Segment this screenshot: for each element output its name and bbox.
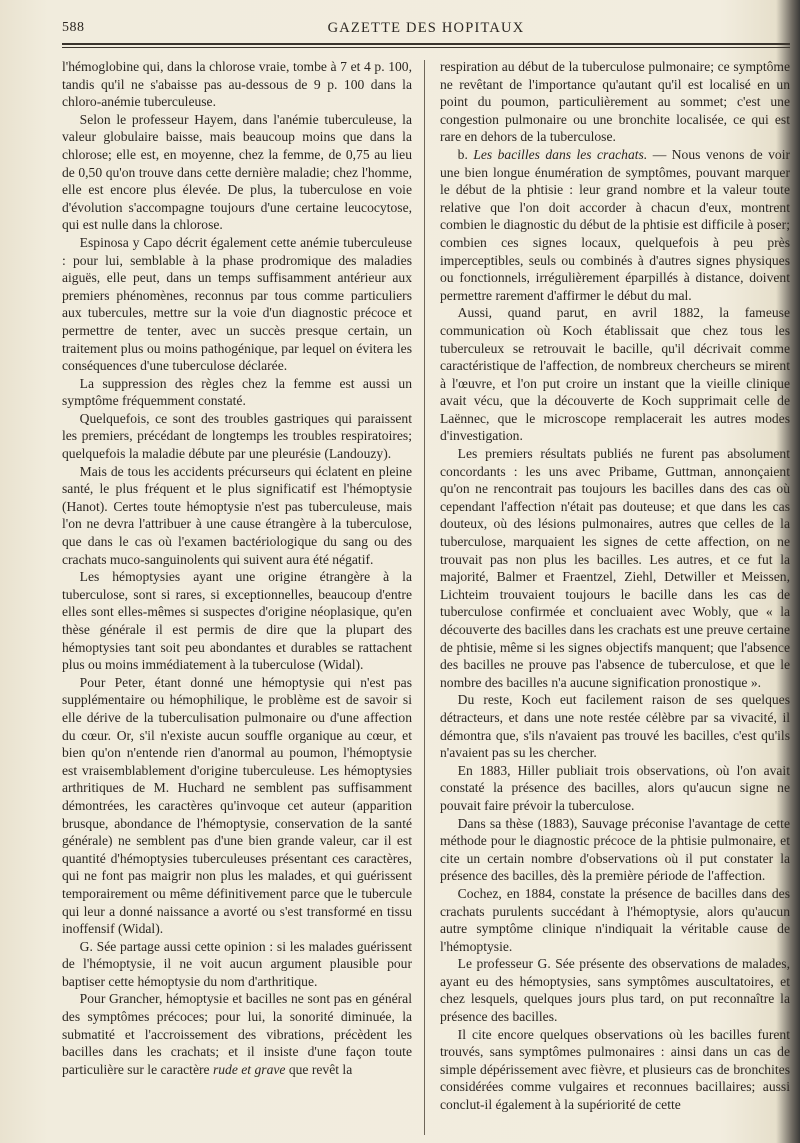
paragraph: Les premiers résultats publiés ne furent pas absolument concordants : les uns avec Pribame, Guttman, annonçaient qu'on ne rencontrait pas toujours les bacilles dans des cas où cependant l'affection n'était pas douteuse; et que dans les cas douteux, où des lésions pulmonaires, autres que celles de la tuberculose, marquaient les signes de cette affection, on ne trouvait pas non plus les bacilles. Les autres, et ce fut la majorité, Balmer et Fraentzel, Ziehl, Detwiller et Meissen, Lichteim trouvaient toujours le bacille dans les cas de tuberculose confirmée et concluaient avec Wobly, que « la découverte des bacilles dans les crachats est une preuve certaine de phtisie, même si les signes objectifs manquent; que l'absence des bacilles ne prouve pas l'absence de tuberculose, et que le nombre des bacilles n'a aucune signification pronostique ».	[440, 446, 790, 690]
left-column	[62, 58, 412, 1078]
paragraph: Aussi, quand parut, en avril 1882, la fameuse communication où Koch établissait que chez tous les tuberculeux se retrouvait le bacille, qu'il décrivait comme caractéristique de l'affection, de nombreux chercheurs se mirent à l'œuvre, et l'on put croire un instant que la vieille clinique avait vécu, que la découverte de Koch supprimait celle de Laënnec, que le microscope remplacerait les autres modes d'investigation.	[440, 305, 790, 444]
paragraph: Du reste, Koch eut facilement raison de ses quelques détracteurs, et dans une note restée célèbre par sa vivacité, il démontra que, s'ils n'avaient pas trouvé les bacilles, c'est qu'ils n'avaient pas su les chercher.	[440, 692, 790, 761]
paragraph: l'hémoglobine qui, dans la chlorose vraie, tombe à 7 et 4 p. 100, tandis qu'il ne s'abaisse pas au-dessous de 9 p. 100 dans la chloro-anémie tuberculeuse.	[62, 59, 412, 110]
paragraph: respiration au début de la tuberculose pulmonaire; ce symptôme ne revêtant de l'importance qu'autant qu'il est localisé en un point du poumon, particulièrement au sommet; c'est une congestion pulmonaire ou une bronchite localisée, ce qui est rare en dehors de la tuberculose.	[440, 59, 790, 145]
paragraph: Les hémoptysies ayant une origine étrangère à la tuberculose, sont si rares, si exceptionnelles, beaucoup d'entre elles sont elles-mêmes si suspectes d'origine néoplasique, qu'en thèse générale il est permis de dire que la plupart des hémoptysies tant soit peu abondantes et durables se rattachent plus ou moins immédiatement à la tuberculose (Widal).	[62, 569, 412, 673]
journal-title: GAZETTE DES HOPITAUX	[327, 20, 525, 36]
paragraph: Pour Peter, étant donné une hémoptysie qui n'est pas supplémentaire ou hémophilique, le problème est de savoir si elle dérive de la tuberculisation pulmonaire ou d'une affection du cœur. Or, s'il n'existe aucun souffle organique au cœur, et bien qu'on n'entende rien d'anormal au poumon, l'hémoptysie est vraisemblablement d'origine tuberculeuse. Les hémoptysies arthritiques de M. Huchard ne semblent pas suffisamment démontrées, les caractères qu'invoque cet auteur (apparition brusque, abondance de l'hémoptysie, conservation de la santé générale) ne semblent pas d'une bien grande valeur, car il est quantité d'hémoptysies tuberculeuses présentant ces caractères, qui ne font pas maigrir non plus les malades, et qui guérissent temporairement ou même définitivement parce que le tubercule qui leur a donné naissance a avorté ou s'est transformé en tissu inoffensif (Widal).	[62, 674, 412, 937]
section-title: Les bacilles dans les crachats.	[473, 146, 648, 162]
paragraph-text: que revêt la	[285, 1061, 353, 1077]
paragraph: Dans sa thèse (1883), Sauvage préconise l'avantage de cette méthode pour le diagnostic précoce de la phtisie pulmonaire, et cite un certain nombre d'observations où il put constater la présence des bacilles, dès la première période de l'affection.	[440, 815, 790, 884]
column-divider	[424, 60, 425, 1135]
paragraph: Espinosa y Capo décrit également cette anémie tuberculeuse : pour lui, semblable à la phase prodromique des maladies aiguës, elle peut, dans un temps suffisamment antérieur aux premiers phénomènes, reconnus par tous comme particuliers aux tubercules, mettre sur la voie d'un diagnostic précoce et permettre de tenter, avec un succès presque certain, un traitement plus ou moins pathogénique, par lequel on évitera les conséquences d'une tuberculose déclarée.	[62, 234, 412, 374]
section-paragraph	[440, 146, 790, 304]
paragraph: Mais de tous les accidents précurseurs qui éclatent en pleine santé, le plus fréquent et le plus significatif est l'hémoptysie (Hanot). Certes toute hémoptysie n'est pas tuberculeuse, mais l'on ne devra l'attribuer à une cause étrangère à la tuberculose, que dans le cas où l'examen bactériologique du sang ou des crachats muco-sanguinolents qui suivent aura été négatif.	[62, 463, 412, 567]
paragraph: Cochez, en 1884, constate la présence de bacilles dans des crachats purulents succédant à l'hémoptysie, alors qu'aucun autre symptôme clinique n'indiquait la véritable cause de l'hémoptysie.	[440, 885, 790, 954]
emphasis-text: rude et grave	[212, 1061, 286, 1077]
paragraph: Il cite encore quelques observations où les bacilles furent trouvés, sans symptômes pulmonaires : ainsi dans un cas de simple dépérissement avec fièvre, et plusieurs cas de bronchites considérées comme vulgaires et reconnues bacillaires; aussi conclut-il également à la supériorité de cette	[440, 1026, 790, 1113]
paragraph: La suppression des règles chez la femme est aussi un symptôme fréquemment constaté.	[62, 375, 412, 409]
page-number: 588	[62, 20, 85, 35]
paragraph	[62, 990, 412, 1078]
paragraph: G. Sée partage aussi cette opinion : si les malades guérissent de l'hémoptysie, il ne voit aucun argument plausible pour baptiser cette hémoptysie du nom d'arthritique.	[62, 938, 412, 989]
paragraph: Selon le professeur Hayem, dans l'anémie tuberculeuse, la valeur globulaire baisse, mais beaucoup moins que dans la chlorose; elle est, en moyenne, chez la femme, de 0,75 au lieu de 0,50 qu'on trouve dans cette dernière maladie; chez l'homme, elle est encore plus élevée. De plus, la tuberculose en voie d'évolution s'accompagne toujours d'une certaine leucocytose, qui est nulle dans la chlorose.	[62, 111, 412, 233]
right-column	[440, 58, 790, 1114]
paragraph: Le professeur G. Sée présente des observations de malades, ayant eu des hémoptysies, sans symptômes auscultatoires, et chez lesquels, quelques jours plus tard, on put reconnaître la présence des bacilles.	[440, 956, 790, 1025]
paragraph-text: Pour Grancher, hémoptysie et bacilles ne sont pas en général des symptômes précoces; pour lui, la sonorité diminuée, la submatité et l'accroissement des vibrations, précèdent les bacilles dans les crachats; et il insiste d'une façon toute particulière sur le caractère	[62, 991, 412, 1077]
header-rule-thick	[62, 43, 790, 45]
page-header	[62, 14, 790, 42]
paragraph: En 1883, Hiller publiait trois observations, où l'on avait constaté la présence des bacilles, alors qu'aucun signe ne pouvait faire prévoir la tuberculose.	[440, 762, 790, 813]
paragraph-text: — Nous venons de voir une bien longue énumération de symptômes, pouvant marquer le début de la phtisie : leur grand nombre et la valeur toute relative que l'on doit accorder à chacun d'eux, montrent combien le diagnostic du début de la phtisie est difficile à poser; combien ces signes locaux, quelquefois à peu près imperceptibles, seuls ou combinés à d'autres signes physiques ou fonctionnels, irrégulièrement éparpillés à distance, doivent permettre rarement d'affirmer le début du mal.	[440, 146, 790, 303]
header-rule-thin	[62, 47, 790, 48]
section-lead: b.	[457, 146, 474, 162]
paragraph: Quelquefois, ce sont des troubles gastriques qui paraissent les premiers, précédant de longtemps les troubles respiratoires; quelquefois la maladie débute par une pleurésie (Landouzy).	[62, 410, 412, 462]
